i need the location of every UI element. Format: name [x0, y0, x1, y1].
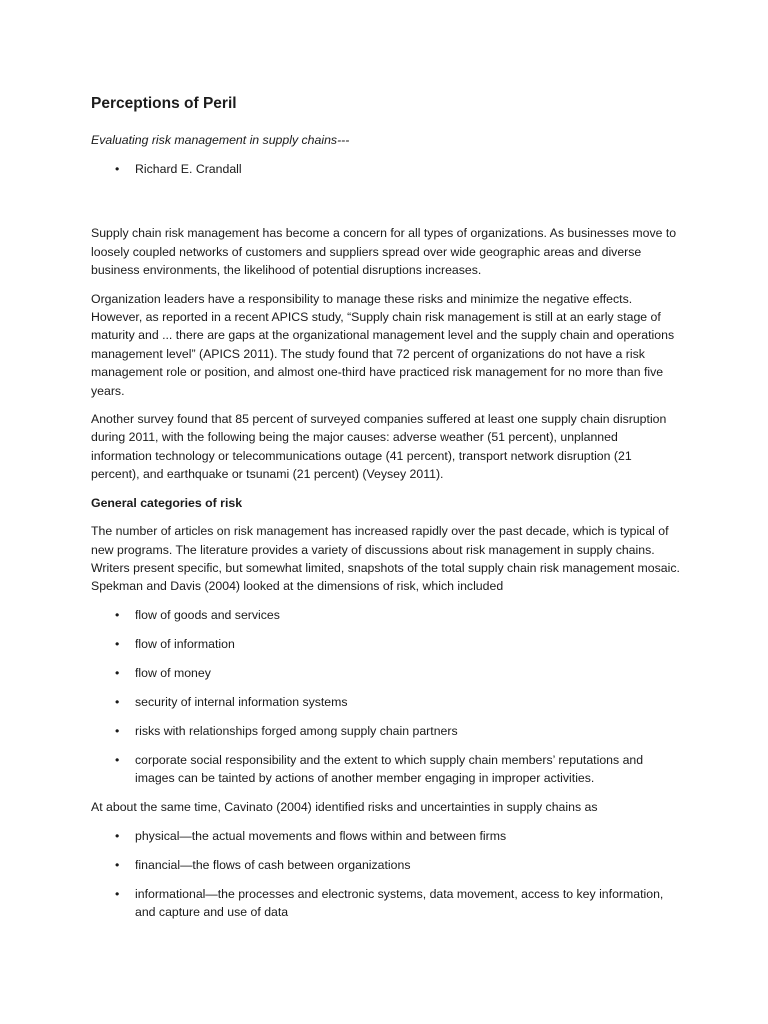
list-item — [91, 722, 681, 740]
author-name: Richard E. Crandall — [135, 162, 242, 176]
bullet-icon: • — [115, 162, 120, 176]
list-item — [91, 751, 681, 788]
cavinato-list — [91, 827, 681, 922]
list-item-text: flow of money — [135, 665, 211, 680]
list-item-text: corporate social responsibility and the extent to which supply chain members’ reputations and images can be tainted by actions of another member engaging in improper activities. — [135, 752, 644, 786]
list-item-text: risks with relationships forged among supply chain partners — [135, 723, 458, 738]
list-item-text: financial—the flows of cash between organizations — [135, 857, 411, 872]
bullet-icon: • — [115, 665, 120, 680]
bullet-icon: • — [115, 636, 120, 651]
paragraph-intro: Supply chain risk management has become a concern for all types of organizations. As businesses move to loosely coupled networks of customers and suppliers spread over wide geographic areas and diverse business environments, the likelihood of potential disruptions increases. — [91, 226, 677, 278]
paragraph-leaders: Organization leaders have a responsibility to manage these risks and minimize the negative effects. However, as reported in a recent APICS study, “Supply chain risk management is still at an early stage of maturity and ... there are gaps at the organizational management level and the supply chain and operations management level” (APICS 2011). The study found that 72 percent of organizations do not have a risk management role or position, and almost one-third have practiced risk management for no more than five years. — [91, 291, 675, 398]
list-item — [91, 635, 681, 653]
list-item — [91, 664, 681, 682]
list-item — [91, 606, 681, 624]
list-item-text: flow of goods and services — [135, 607, 280, 622]
author-list — [91, 160, 681, 178]
bullet-icon: • — [115, 723, 120, 738]
document-page — [91, 94, 681, 932]
list-item — [91, 827, 681, 845]
paragraph-cavinato: At about the same time, Cavinato (2004) identified risks and uncertainties in supply chains as — [91, 800, 598, 815]
paragraph-survey: Another survey found that 85 percent of surveyed companies suffered at least one supply chain disruption during 2011, with the following being the major causes: adverse weather (51 percent), unplanned information technology or telecommunications outage (41 percent), transport network disruption (21 percent), and earthquake or tsunami (21 percent) (Veysey 2011). — [91, 412, 667, 482]
dimensions-list — [91, 606, 681, 788]
author-item — [91, 160, 681, 178]
list-item — [91, 856, 681, 874]
bullet-icon: • — [115, 607, 120, 622]
bullet-icon: • — [115, 828, 120, 843]
bullet-icon: • — [115, 694, 120, 709]
list-item — [91, 885, 681, 922]
list-item-text: flow of information — [135, 636, 235, 651]
list-item-text: informational—the processes and electronic systems, data movement, access to key information, and capture and use of data — [135, 886, 664, 919]
list-item-text: physical—the actual movements and flows within and between firms — [135, 828, 507, 843]
bullet-icon: • — [115, 886, 120, 901]
document-subtitle: Evaluating risk management in supply chains--- — [91, 133, 350, 147]
bullet-icon: • — [115, 752, 120, 767]
document-title: Perceptions of Peril — [91, 95, 237, 112]
section-heading: General categories of risk — [91, 495, 243, 510]
paragraph-literature: The number of articles on risk management has increased rapidly over the past decade, which is typical of new programs. The literature provides a variety of discussions about risk management in supply chains. Writers present specific, but somewhat limited, snapshots of the total supply chain risk management mosaic. Spekman and Davis (2004) looked at the dimensions of risk, which included — [91, 524, 680, 594]
list-item-text: security of internal information systems — [135, 694, 348, 709]
bullet-icon: • — [115, 857, 120, 872]
list-item — [91, 693, 681, 711]
